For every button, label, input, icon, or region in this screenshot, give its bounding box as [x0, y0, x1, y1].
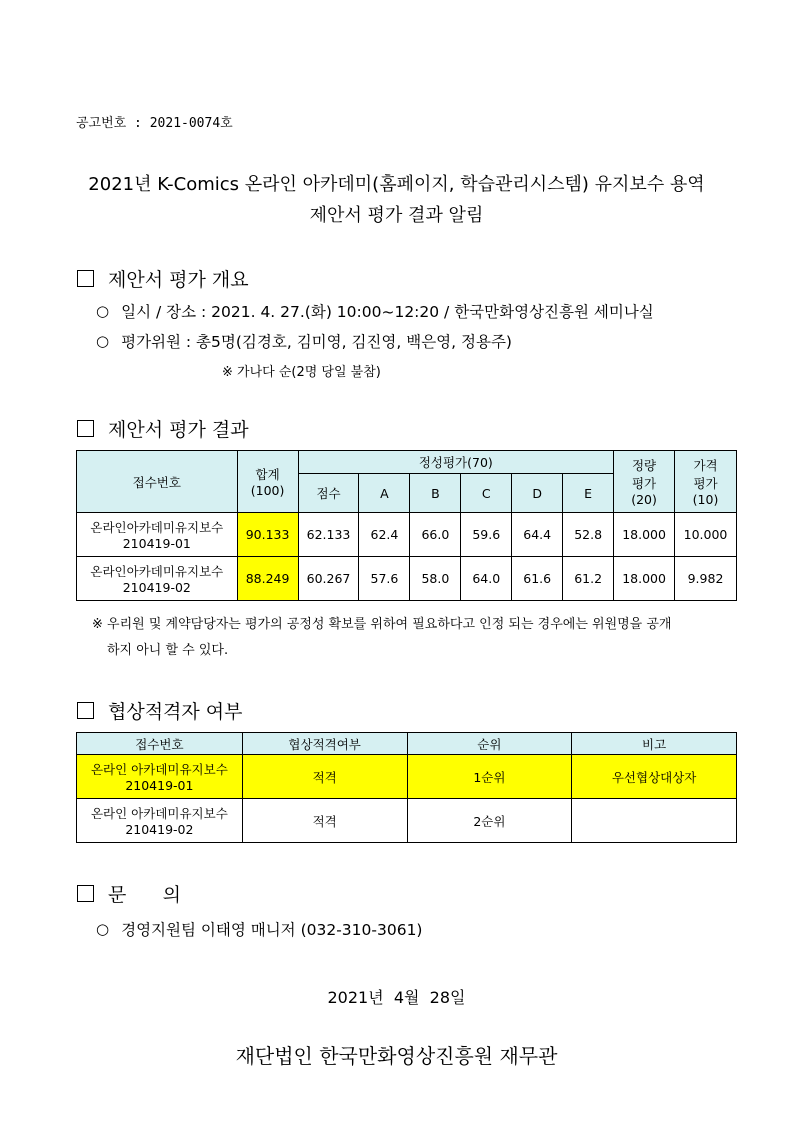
rank-cell: 1순위 — [407, 755, 572, 799]
schedule-text: 일시 / 장소 : 2021. 4. 27.(화) 10:00~12:20 / 한국만화영상진흥원 세미나실 — [121, 303, 654, 321]
header-score: 점수 — [298, 474, 359, 513]
section-overview-title: 제안서 평가 개요 — [108, 269, 249, 291]
header-c: C — [461, 474, 512, 513]
header-remark: 비고 — [572, 733, 737, 755]
section-results-title: 제안서 평가 결과 — [108, 419, 249, 441]
receipt-name: 온라인 아카데미유지보수 — [90, 806, 228, 821]
square-box-icon — [77, 420, 94, 437]
receipt-cell — [77, 513, 238, 557]
evaluation-results-table — [76, 450, 737, 601]
total-cell: 88.249 — [237, 557, 298, 601]
e-cell: 52.8 — [563, 513, 614, 557]
receipt-name: 온라인 아카데미유지보수 — [90, 762, 228, 777]
e-cell: 61.2 — [563, 557, 614, 601]
rank-cell: 2순위 — [407, 799, 572, 843]
receipt-name: 온라인아카데미유지보수 — [90, 564, 224, 579]
c-cell: 59.6 — [461, 513, 512, 557]
square-box-icon — [77, 702, 94, 719]
header-qualitative: 정성평가(70) — [298, 451, 614, 474]
receipt-cell — [77, 799, 243, 843]
eligibility-cell: 적격 — [242, 799, 407, 843]
section-contact-heading — [77, 880, 181, 907]
receipt-number: 210419-02 — [125, 822, 194, 837]
header-price-line3: (10) — [692, 492, 719, 507]
quant-cell: 18.000 — [614, 513, 675, 557]
header-rank: 순위 — [407, 733, 572, 755]
b-cell: 58.0 — [410, 557, 461, 601]
score-cell: 60.267 — [298, 557, 359, 601]
receipt-number: 210419-02 — [122, 580, 191, 595]
overview-item-evaluators — [96, 330, 512, 352]
total-cell: 90.133 — [237, 513, 298, 557]
header-receipt: 접수번호 — [77, 451, 238, 513]
receipt-number: 210419-01 — [125, 778, 194, 793]
eligibility-cell: 적격 — [242, 755, 407, 799]
contact-text: 경영지원팀 이태영 매니저 (032-310-3061) — [121, 921, 423, 939]
a-cell: 62.4 — [359, 513, 410, 557]
circle-bullet-icon: ○ — [96, 302, 110, 320]
square-box-icon — [77, 270, 94, 287]
header-price — [675, 451, 737, 513]
header-price-line2: 평가 — [693, 476, 718, 491]
document-title-line1: 2021년 K-Comics 온라인 아카데미(홈페이지, 학습관리시스템) 유지보수 용역 — [88, 174, 705, 195]
document-title-line2: 제안서 평가 결과 알림 — [309, 205, 484, 226]
score-cell: 62.133 — [298, 513, 359, 557]
section-results-heading — [77, 415, 249, 442]
overview-item-schedule — [96, 300, 654, 322]
table-row — [77, 513, 737, 557]
header-quant-line2: 평가 — [631, 476, 657, 491]
remark-cell: 우선협상대상자 — [572, 755, 737, 799]
document-date: 2021년 4월 28일 — [327, 988, 466, 1007]
header-total — [237, 451, 298, 513]
d-cell: 64.4 — [512, 513, 563, 557]
b-cell: 66.0 — [410, 513, 461, 557]
circle-bullet-icon: ○ — [96, 920, 110, 938]
c-cell: 64.0 — [461, 557, 512, 601]
eligibility-table — [76, 732, 737, 843]
evaluators-text: 평가위원 : 총5명(김경호, 김미영, 김진영, 백은영, 정용주) — [121, 333, 512, 351]
receipt-number: 210419-01 — [122, 536, 191, 551]
notice-number: 공고번호 : 2021-0074호 — [76, 116, 233, 131]
table-row — [77, 557, 737, 601]
section-eligibility-heading — [77, 697, 243, 724]
header-receipt: 접수번호 — [77, 733, 243, 755]
table-row — [77, 755, 737, 799]
results-note-line1: ※ 우리원 및 계약담당자는 평가의 공정성 확보를 위하여 필요하다고 인정 되는 경우에는 위원명을 공개 — [92, 617, 672, 632]
header-b: B — [410, 474, 461, 513]
section-overview-heading — [77, 265, 249, 292]
evaluators-note: ※ 가나다 순(2명 당일 불참) — [222, 365, 381, 380]
section-eligibility-title: 협상적격자 여부 — [108, 701, 243, 723]
circle-bullet-icon: ○ — [96, 332, 110, 350]
section-contact-title: 문 의 — [108, 884, 181, 906]
price-cell: 9.982 — [675, 557, 737, 601]
header-quant-line3: (20) — [631, 492, 657, 507]
header-e: E — [563, 474, 614, 513]
table-row — [77, 799, 737, 843]
receipt-name: 온라인아카데미유지보수 — [90, 520, 224, 535]
square-box-icon — [77, 885, 94, 902]
receipt-cell — [77, 755, 243, 799]
header-quant-line1: 정량 — [631, 458, 657, 473]
remark-cell — [572, 799, 737, 843]
price-cell: 10.000 — [675, 513, 737, 557]
contact-item — [96, 918, 422, 940]
header-total-label: 합계 — [255, 467, 280, 482]
d-cell: 61.6 — [512, 557, 563, 601]
header-eligibility: 협상적격여부 — [242, 733, 407, 755]
quant-cell: 18.000 — [614, 557, 675, 601]
header-total-points: (100) — [250, 483, 285, 498]
results-note-line2: 하지 아니 할 수 있다. — [107, 643, 229, 658]
a-cell: 57.6 — [359, 557, 410, 601]
issuing-organization: 재단법인 한국만화영상진흥원 재무관 — [235, 1044, 558, 1068]
header-d: D — [512, 474, 563, 513]
header-quantitative — [614, 451, 675, 513]
header-a: A — [359, 474, 410, 513]
header-price-line1: 가격 — [693, 458, 718, 473]
receipt-cell — [77, 557, 238, 601]
